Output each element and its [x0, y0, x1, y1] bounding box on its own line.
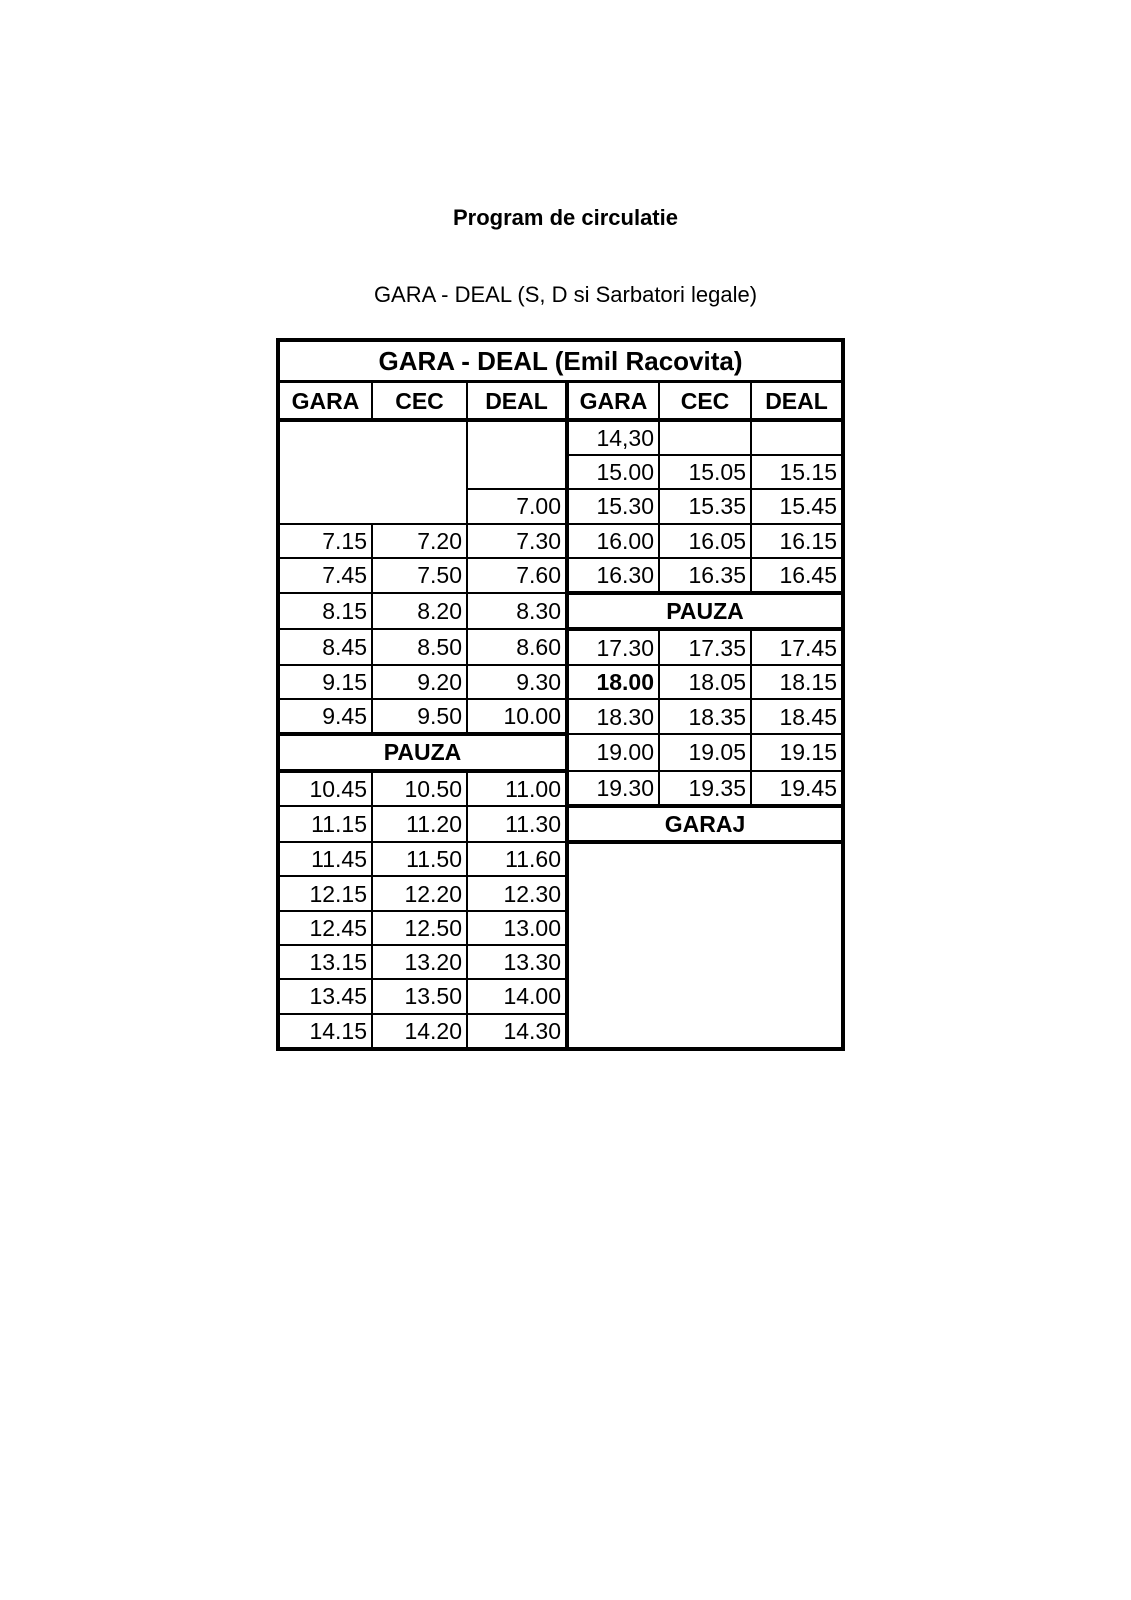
time-cell: 12.45 — [278, 911, 372, 945]
time-cell — [659, 420, 751, 455]
time-cell: 11.45 — [278, 842, 372, 876]
time-cell: 14.00 — [467, 979, 567, 1013]
header-gara-right: GARA — [567, 382, 659, 420]
time-cell: 19.35 — [659, 771, 751, 806]
empty-cell — [278, 420, 467, 524]
time-cell: 16.30 — [567, 558, 659, 593]
document-title: Program de circulatie — [453, 205, 678, 230]
time-cell: 15.30 — [567, 489, 659, 523]
time-cell: 15.35 — [659, 489, 751, 523]
empty-cell — [467, 420, 567, 490]
header-deal-right: DEAL — [751, 382, 843, 420]
time-cell: 11.30 — [467, 806, 567, 842]
time-cell: 8.15 — [278, 593, 372, 629]
header-deal-left: DEAL — [467, 382, 567, 420]
document-subtitle: GARA - DEAL (S, D si Sarbatori legale) — [373, 282, 758, 307]
time-cell: 10.50 — [372, 771, 467, 806]
time-cell: 18.00 — [567, 665, 659, 699]
time-cell: 11.60 — [467, 842, 567, 876]
time-cell: 7.30 — [467, 524, 567, 558]
time-cell: 13.00 — [467, 911, 567, 945]
time-cell: 12.15 — [278, 876, 372, 910]
time-cell: 14.15 — [278, 1014, 372, 1049]
time-cell: 13.30 — [467, 945, 567, 979]
pause-label: PAUZA — [567, 593, 843, 629]
table-row — [278, 734, 843, 770]
time-cell: 13.50 — [372, 979, 467, 1013]
time-cell: 8.20 — [372, 593, 467, 629]
time-cell: 9.45 — [278, 699, 372, 734]
time-cell: 16.05 — [659, 524, 751, 558]
timetable-container — [276, 338, 841, 1051]
table-row — [278, 524, 843, 558]
time-cell: 18.35 — [659, 699, 751, 734]
time-cell: 8.60 — [467, 629, 567, 664]
time-cell: 8.30 — [467, 593, 567, 629]
time-cell: 11.50 — [372, 842, 467, 876]
time-cell: 14.30 — [467, 1014, 567, 1049]
time-cell: 11.15 — [278, 806, 372, 842]
time-cell: 16.00 — [567, 524, 659, 558]
time-cell: 7.45 — [278, 558, 372, 593]
timetable — [276, 338, 845, 1051]
time-cell: 16.15 — [751, 524, 843, 558]
header-cec-right: CEC — [659, 382, 751, 420]
time-cell: 9.30 — [467, 665, 567, 699]
pause-label: PAUZA — [278, 734, 567, 770]
time-cell: 18.30 — [567, 699, 659, 734]
timetable-caption: GARA - DEAL (Emil Racovita) — [278, 340, 843, 382]
time-cell: 14,30 — [567, 420, 659, 455]
time-cell: 10.00 — [467, 699, 567, 734]
time-cell: 19.00 — [567, 734, 659, 770]
time-cell: 18.45 — [751, 699, 843, 734]
time-cell: 9.20 — [372, 665, 467, 699]
time-cell: 14.20 — [372, 1014, 467, 1049]
time-cell: 19.30 — [567, 771, 659, 806]
time-cell: 12.30 — [467, 876, 567, 910]
time-cell: 18.05 — [659, 665, 751, 699]
time-cell: 16.35 — [659, 558, 751, 593]
time-cell: 15.15 — [751, 455, 843, 489]
time-cell: 7.15 — [278, 524, 372, 558]
time-cell: 13.45 — [278, 979, 372, 1013]
time-cell: 12.50 — [372, 911, 467, 945]
time-cell: 7.50 — [372, 558, 467, 593]
time-cell: 17.35 — [659, 629, 751, 664]
time-cell: 15.05 — [659, 455, 751, 489]
time-cell: 12.20 — [372, 876, 467, 910]
timetable-caption-row — [278, 340, 843, 382]
time-cell: 16.45 — [751, 558, 843, 593]
header-cec-left: CEC — [372, 382, 467, 420]
table-row — [278, 593, 843, 629]
time-cell: 19.45 — [751, 771, 843, 806]
table-row — [278, 420, 843, 455]
time-cell: 19.15 — [751, 734, 843, 770]
time-cell: 18.15 — [751, 665, 843, 699]
time-cell: 15.00 — [567, 455, 659, 489]
time-cell: 17.45 — [751, 629, 843, 664]
time-cell: 7.20 — [372, 524, 467, 558]
garage-label: GARAJ — [567, 806, 843, 842]
table-row — [278, 806, 843, 842]
time-cell: 10.45 — [278, 771, 372, 806]
time-cell: 17.30 — [567, 629, 659, 664]
time-cell — [751, 420, 843, 455]
table-row — [278, 629, 843, 664]
time-cell: 8.50 — [372, 629, 467, 664]
header-gara-left: GARA — [278, 382, 372, 420]
time-cell: 8.45 — [278, 629, 372, 664]
empty-block — [567, 842, 843, 1049]
time-cell: 11.00 — [467, 771, 567, 806]
time-cell: 19.05 — [659, 734, 751, 770]
table-row — [278, 558, 843, 593]
table-row — [278, 771, 843, 806]
time-cell: 7.60 — [467, 558, 567, 593]
table-row — [278, 699, 843, 734]
time-cell: 9.15 — [278, 665, 372, 699]
time-cell: 7.00 — [467, 489, 567, 523]
time-cell: 11.20 — [372, 806, 467, 842]
time-cell: 13.15 — [278, 945, 372, 979]
table-row — [278, 665, 843, 699]
time-cell: 15.45 — [751, 489, 843, 523]
time-cell: 9.50 — [372, 699, 467, 734]
time-cell: 13.20 — [372, 945, 467, 979]
table-row — [278, 842, 843, 876]
header-row — [278, 382, 843, 420]
